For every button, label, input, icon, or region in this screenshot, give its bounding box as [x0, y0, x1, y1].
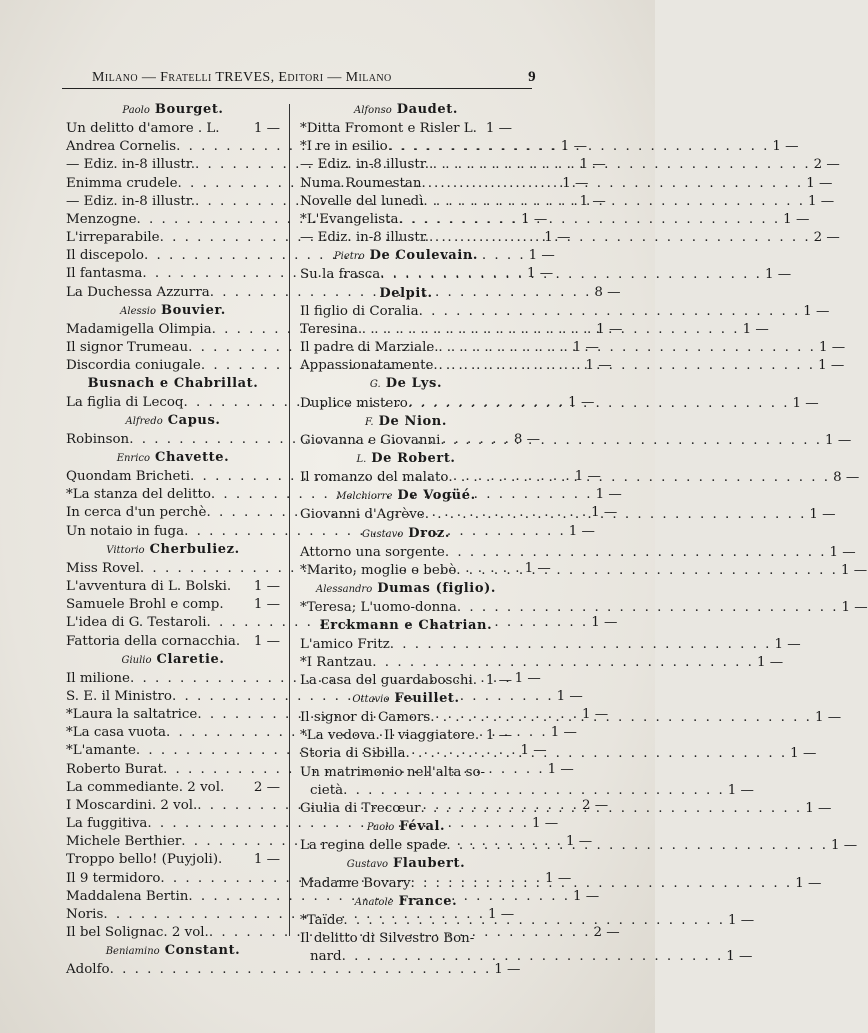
entry-price: 1 — [532, 816, 559, 832]
catalog-entry [300, 395, 819, 413]
author-heading [300, 525, 512, 544]
entry-price: 1 — [253, 579, 280, 595]
entry-title: Maddalena Bertin [66, 888, 189, 904]
author-heading [300, 580, 512, 599]
author-surname: Busnach e Chabrillat. [87, 376, 259, 392]
entry-title: I Moscardini. 2 vol. [66, 797, 198, 813]
author-given-name: Gustavo [362, 528, 404, 540]
entry-price: 1 — [825, 432, 852, 448]
author-heading [300, 893, 512, 912]
author-surname: Cherbuliez. [149, 541, 240, 557]
entry-price: 1 — [521, 211, 548, 227]
entry-title: In cerca d'un perchè [66, 505, 207, 521]
entry-title: Il figlio di Coralia [300, 303, 419, 319]
dot-leader [430, 709, 812, 727]
entry-title: Il delitto di Silvestro Bon- [300, 931, 475, 947]
entry-title: Giovanna e Giovanni [300, 432, 441, 448]
catalog-entry [66, 779, 280, 797]
entry-price: 1 — [556, 689, 583, 704]
author-heading [300, 487, 512, 506]
entry-price: 1 — [818, 358, 845, 374]
entry-price: 8 — [594, 284, 621, 300]
author-heading [300, 818, 512, 837]
entry-title: Samuele Brohl e comp. [66, 597, 224, 613]
header-text: Milano — Fratelli TREVES, Editori — Milano [92, 70, 392, 85]
catalog-entry [300, 562, 868, 580]
entry-price: 1 — [568, 394, 595, 410]
entry-price: 1 — [562, 175, 589, 191]
catalog-entry [300, 544, 856, 562]
author-given-name: Alfonso [354, 105, 392, 116]
dot-leader [358, 321, 740, 339]
dot-leader [408, 395, 790, 413]
author-heading [300, 617, 512, 635]
entry-title: Madamigella Olimpia [66, 321, 212, 337]
entry-price: 1 — [764, 267, 792, 283]
entry-price: 1 — [485, 672, 512, 688]
catalog-entry [300, 156, 840, 174]
dot-leader [343, 912, 725, 930]
entry-price: 1 — [547, 761, 574, 777]
dot-leader [423, 193, 805, 211]
catalog-entry [66, 156, 606, 174]
author-given-name: Pietro [333, 251, 365, 263]
catalog-entry [300, 745, 817, 763]
dot-leader [448, 469, 830, 487]
entry-title: Miss Rovel [66, 560, 140, 576]
author-surname: Féval. [399, 819, 446, 835]
entry-title: nard [310, 949, 342, 965]
entry-price: 8 — [833, 470, 860, 486]
entry-title: Fattoria della cornacchia. [66, 633, 241, 649]
entry-price: 1 — [591, 615, 618, 631]
entry-title: Il signor di Camors [300, 710, 431, 726]
author-given-name: Alfredo [125, 415, 163, 427]
entry-price: 1 — [818, 340, 846, 356]
entry-title: Il fantasma [66, 266, 143, 282]
author-given-name: Paolo [122, 105, 150, 116]
author-surname: Daudet. [396, 102, 458, 117]
dot-leader [390, 636, 772, 654]
entry-title: — Ediz. in-8 illustr. [66, 157, 195, 173]
catalog-entry [300, 432, 852, 450]
dot-leader [421, 800, 803, 818]
entry-title: Robinson [66, 431, 130, 447]
entry-title: L'amico Fritz [300, 636, 390, 652]
author-heading [66, 101, 280, 120]
author-given-name: Alessandro [316, 584, 373, 596]
header-rule [62, 88, 532, 89]
author-given-name: L. [356, 453, 367, 465]
catalog-entry [66, 961, 521, 979]
dot-leader [419, 303, 801, 321]
entry-title: *Marito, moglie e bebè [300, 562, 457, 578]
catalog-entry [300, 764, 512, 782]
entry-price: 1 — [574, 469, 601, 485]
entry-price: 1 — [792, 395, 819, 411]
entry-price: 1 — [253, 597, 280, 613]
entry-title: Su la frasca [300, 267, 381, 283]
entry-price: 1 — [806, 175, 833, 191]
entry-title: *La stanza del delitto [66, 487, 211, 503]
entry-title: *L'amante [66, 743, 136, 759]
author-surname: Droz. [408, 525, 450, 541]
author-surname: Capus. [167, 412, 221, 428]
catalog-entry [300, 599, 868, 617]
catalog-entry [300, 800, 832, 818]
entry-title: Il romanzo del malato [300, 470, 449, 486]
entry-price: 1 — [840, 562, 868, 578]
entry-title: La fuggitiva [66, 816, 148, 832]
entry-price: 1 — [774, 636, 801, 652]
entry-title: Storia di Sibilla [300, 746, 406, 762]
entry-title: Un matrimonio nell'alta so- [300, 764, 486, 780]
page-number: 9 [528, 69, 536, 85]
author-heading [300, 690, 512, 709]
entry-price: 1 — [595, 487, 622, 503]
dot-leader [342, 948, 724, 966]
dot-leader [411, 875, 793, 893]
author-given-name: F. [365, 416, 374, 428]
entry-price: 1 — [579, 157, 606, 173]
entry-title: Madame Bovary [300, 875, 411, 891]
entry-price: 1 — [591, 505, 618, 521]
author-heading [66, 302, 280, 321]
dot-leader [372, 654, 754, 672]
entry-title: Un notaio in fuga [66, 523, 185, 539]
dot-leader [422, 175, 804, 193]
entry-price: 1 — [814, 710, 842, 726]
catalog-entry [300, 321, 769, 339]
dot-leader [406, 745, 788, 763]
entry-price: 1 — [596, 321, 623, 337]
entry-price: 1 — [485, 728, 512, 744]
entry-price: 1 — [726, 949, 753, 965]
dot-leader [380, 266, 762, 284]
entry-title: La figlia di Lecoq [66, 394, 184, 410]
entry-title: Numa Roumestan [300, 175, 422, 191]
entry-price: 1 — [772, 139, 799, 155]
catalog-entry [300, 636, 801, 654]
catalog-entry [300, 469, 860, 487]
author-surname: De Lys. [385, 376, 443, 392]
catalog-entry [300, 506, 836, 524]
entry-price: 2 — [593, 925, 620, 941]
author-heading [66, 375, 280, 393]
catalog-entry [300, 948, 753, 966]
dot-leader [429, 229, 811, 247]
entry-price: 1 — [526, 266, 554, 282]
entry-title: Enimma crudele [66, 175, 178, 191]
author-given-name: Melchiorre [336, 491, 393, 503]
entry-price: 1 — [573, 888, 600, 904]
entry-title: *Ditta Fromont e Risler L. [300, 121, 477, 137]
entry-price: 1 — [803, 303, 830, 319]
author-surname: France. [398, 893, 458, 909]
catalog-entry [300, 672, 512, 690]
catalog-entry [300, 709, 842, 727]
author-surname: De Nion. [378, 413, 447, 429]
entry-price: 1 — [795, 875, 822, 891]
entry-price: 1 — [579, 193, 606, 209]
author-heading [300, 375, 512, 394]
dot-leader [445, 544, 827, 562]
author-surname: Bourget. [154, 102, 224, 117]
catalog-entry [300, 339, 846, 357]
dot-leader [433, 357, 815, 375]
dot-leader [399, 211, 781, 229]
entry-title: Il bel Solignac. 2 vol. [66, 925, 209, 941]
entry-title: Teresina [300, 321, 358, 337]
entry-title: S. E. il Ministro [66, 689, 172, 704]
author-given-name: Alessio [120, 305, 156, 317]
entry-price: 1 — [520, 743, 547, 759]
entry-price: 1 — [528, 248, 555, 264]
author-heading [66, 942, 280, 961]
author-heading [66, 541, 280, 560]
entry-price: 1 — [742, 321, 769, 337]
author-given-name: Paolo [366, 822, 395, 834]
entry-price: 1 — [805, 800, 832, 816]
entry-title: Roberto Burat [66, 761, 163, 777]
entry-title: *Taïde [300, 912, 344, 928]
author-given-name: Vittorio [106, 544, 145, 556]
author-given-name: Anatole [354, 896, 394, 908]
author-heading [66, 412, 280, 431]
entry-title: Noris [66, 906, 104, 922]
catalog-entry [300, 930, 512, 948]
entry-title: Duplice mistero [300, 395, 408, 411]
entry-title: — Ediz. in-8 illustr. [66, 193, 195, 209]
author-surname: Chavette. [155, 449, 230, 465]
author-surname: Feuillet. [394, 691, 460, 706]
entry-title: Un delitto d'amore . L. [66, 121, 220, 137]
catalog-entry [300, 875, 822, 893]
entry-title: *I re in esilio [300, 139, 388, 155]
author-surname: De Coulevain. [369, 248, 479, 264]
dot-leader [425, 506, 807, 524]
entry-title: Il signor Trumeau [66, 340, 189, 356]
entry-title: — Ediz. in-8 illustr. [300, 157, 429, 173]
entry-price: 1 — [488, 906, 515, 922]
entry-price: 1 — [494, 962, 521, 978]
author-heading [300, 247, 512, 266]
dot-leader [456, 562, 838, 580]
entry-price: 2 — [581, 797, 609, 813]
catalog-entry [300, 120, 512, 138]
entry-price: 1 — [544, 230, 571, 246]
entry-title: Giulia di Trecœur [300, 800, 421, 816]
entry-price: 1 — [545, 870, 572, 886]
entry-title: Andrea Cornelis [66, 139, 177, 155]
entry-title: L'avventura di L. Bolski. [66, 579, 232, 595]
author-heading [66, 651, 280, 670]
dot-leader [388, 138, 770, 156]
entry-title: — Ediz. in-8 illustr. [300, 230, 429, 246]
entry-price: 1 — [841, 600, 868, 616]
entry-title: La commediante. 2 vol. [66, 779, 225, 795]
entry-title: La regina delle spade [300, 838, 447, 854]
entry-price: 1 — [572, 340, 599, 356]
author-heading [300, 450, 512, 469]
author-surname: De Vogüé. [397, 488, 476, 504]
entry-price: 2 — [813, 230, 840, 246]
author-surname: Claretie. [156, 651, 225, 667]
entry-title: Novelle del lunedì [300, 193, 424, 209]
author-given-name: Ottavio [352, 694, 390, 705]
entry-title: Troppo bello! (Puyjoli). [66, 852, 223, 868]
entry-title: Menzogne [66, 211, 137, 227]
author-surname: De Robert. [371, 450, 456, 466]
author-given-name: Enrico [116, 452, 151, 464]
entry-price: 8 — [513, 431, 541, 447]
catalog-entry [300, 837, 858, 855]
entry-title: *Teresa; L'uomo-donna [300, 600, 457, 616]
entry-title: Appassionatamente [300, 358, 434, 374]
entry-price: 1 — [560, 139, 587, 155]
catalog-entry [300, 211, 810, 229]
author-surname: Delpit. [379, 285, 433, 301]
author-given-name: Gustavo [346, 859, 389, 871]
running-header [92, 69, 536, 86]
entry-title: Quondam Bricheti [66, 469, 191, 485]
author-surname: Bouvier. [160, 302, 226, 318]
right-column [300, 101, 868, 966]
entry-price: 1 — [809, 507, 836, 523]
entry-price: 1 — [485, 121, 512, 137]
author-heading [300, 855, 512, 874]
entry-title: *I Rantzau [300, 654, 373, 670]
entry-title: Il discepolo [66, 248, 144, 264]
author-heading [300, 285, 512, 303]
entry-price: 1 — [808, 193, 835, 209]
author-given-name: G. [369, 379, 381, 391]
entry-title: Michele Berthier [66, 834, 182, 850]
catalog-entry [300, 727, 512, 745]
catalog-entry [300, 782, 754, 800]
entry-title: *La casa vuota [66, 725, 167, 741]
entry-price: 1 — [253, 852, 280, 868]
catalog-entry [66, 578, 280, 596]
catalog-entry [300, 193, 835, 211]
catalog-entry [300, 912, 755, 930]
catalog-entry [66, 851, 280, 869]
entry-price: 1 — [550, 725, 577, 741]
dot-leader [343, 782, 725, 800]
catalog-entry [66, 633, 280, 651]
catalog-entry [300, 357, 845, 375]
entry-price: 1 — [728, 912, 755, 928]
entry-title: Il 9 termidoro [66, 870, 161, 886]
author-heading [66, 449, 280, 468]
entry-title: Attorno una sorgente [300, 544, 445, 560]
dot-leader [446, 837, 828, 855]
catalog-entry [300, 229, 840, 247]
dot-leader [429, 156, 811, 174]
entry-price: 1 — [582, 707, 609, 723]
author-surname: Dumas (figlio). [377, 581, 496, 597]
entry-price: 1 — [253, 633, 280, 649]
dot-leader [440, 432, 822, 450]
dot-leader [434, 339, 816, 357]
catalog-entry [300, 654, 784, 672]
author-surname: Constant. [164, 943, 241, 959]
entry-title: *L'Evangelista [300, 211, 399, 227]
entry-price: 1 — [568, 523, 595, 539]
author-surname: Erckmann e Chatrian. [319, 618, 493, 634]
entry-title: La Duchessa Azzurra [66, 284, 210, 300]
entry-price: 2 — [813, 157, 840, 173]
entry-title: Giovanni d'Agrève [300, 507, 425, 523]
entry-title: L'idea di G. Testaroli [66, 615, 207, 631]
entry-title: Il padre di Marziale [300, 340, 435, 356]
entry-price: 1 — [585, 358, 612, 374]
catalog-entry [66, 596, 280, 614]
entry-price: 1 — [831, 838, 858, 854]
entry-title: La casa del guardaboschi. [300, 672, 478, 688]
author-heading [300, 101, 512, 120]
author-surname: Flaubert. [393, 856, 466, 872]
entry-title: Discordia coniugale [66, 358, 201, 374]
entry-title: *Laura la saltatrice [66, 707, 198, 723]
entry-title: L'irreparabile [66, 230, 160, 246]
entry-price: 2 — [253, 779, 280, 795]
entry-price: 1 — [727, 782, 754, 798]
entry-price: 1 — [790, 746, 817, 762]
entry-price: 1 — [514, 670, 541, 686]
catalog-entry [300, 303, 830, 321]
entry-title: Il milione [66, 670, 130, 686]
dot-leader [457, 599, 839, 617]
author-heading [300, 413, 512, 432]
entry-price: 1 — [829, 544, 856, 560]
entry-price: 1 — [565, 834, 593, 850]
catalog-entry [300, 138, 799, 156]
entry-title: *La vedova. Il viaggiatore. [300, 728, 480, 744]
author-given-name: Giulio [121, 654, 152, 666]
catalog-entry [300, 266, 792, 284]
author-given-name: Beniamino [105, 946, 160, 958]
entry-title: Adolfo [66, 962, 110, 978]
entry-price: 1 — [783, 211, 810, 227]
catalog-entry [66, 120, 280, 138]
entry-price: 1 — [756, 654, 784, 670]
catalog-entry [300, 175, 833, 193]
entry-title: cietà [310, 782, 344, 798]
entry-price: 1 — [524, 560, 551, 576]
entry-price: 1 — [253, 121, 280, 137]
